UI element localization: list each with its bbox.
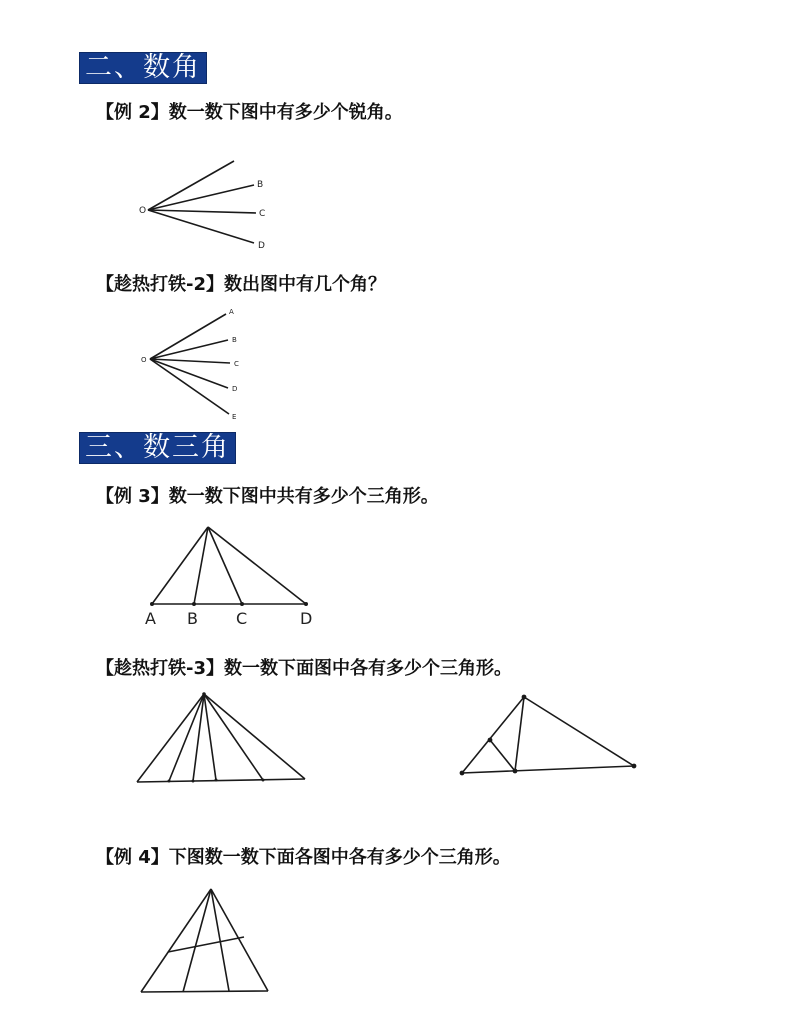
vertex-point [632, 764, 637, 769]
vertex-label-o: O [139, 206, 147, 216]
side-apex-a [152, 527, 208, 604]
example-2-question: 【例 2】数一数下图中有多少个锐角。 [96, 102, 403, 123]
point-label-b: B [232, 336, 237, 344]
vertex-point [522, 695, 527, 700]
point-label-e: E [232, 413, 237, 421]
practice-3-fan-triangle-figure [137, 692, 305, 782]
point-label-c: C [259, 209, 266, 219]
inner-vertical [515, 697, 524, 771]
base-point [262, 779, 265, 782]
example-3-question: 【例 3】数一数下图中共有多少个三角形。 [96, 486, 439, 507]
ray-oa [150, 314, 226, 359]
base-point [192, 780, 195, 783]
point-label-d: D [258, 241, 265, 251]
base-line [462, 766, 634, 773]
example-4-triangle-figure [141, 889, 268, 992]
base-line [137, 779, 305, 782]
ray-oa [148, 161, 234, 210]
point-label-a: A [145, 609, 156, 628]
point-b [192, 602, 196, 606]
ray-oc [148, 210, 256, 213]
side-left [462, 697, 524, 773]
point-label-b: B [187, 609, 198, 628]
ray-ob [150, 340, 228, 359]
point-d [304, 602, 308, 606]
point-label-c: C [236, 609, 248, 628]
inner-line-3 [204, 694, 216, 780]
point-label-b: B [257, 180, 264, 190]
point-label-d: D [232, 385, 238, 393]
point-c [240, 602, 244, 606]
base-point [168, 780, 171, 783]
segment-apex-b [194, 527, 208, 604]
segment-apex-c [208, 527, 242, 604]
point-label-a: A [229, 308, 234, 316]
vertex-label-o: O [141, 356, 147, 364]
example-4-question: 【例 4】下图数一数下面各图中各有多少个三角形。 [96, 847, 511, 868]
practice-2-question: 【趁热打铁-2】数出图中有几个角？ [96, 274, 386, 295]
base-point [215, 779, 218, 782]
section-title: 三、数三角 [85, 432, 230, 463]
side-apex-d [208, 527, 306, 604]
practice-3-split-triangle-figure [460, 695, 637, 776]
inner-cross [490, 740, 515, 771]
apex-point [202, 692, 206, 696]
ray-od [148, 210, 254, 243]
practice-3-question: 【趁热打铁-3】数一数下面图中各有多少个三角形。 [96, 658, 512, 679]
cross-segment [168, 937, 244, 952]
point-a [150, 602, 154, 606]
vertex-point [460, 771, 465, 776]
inner-point [488, 738, 493, 743]
ray-oc [150, 359, 230, 363]
example-3-triangle-figure [145, 527, 312, 628]
base-line [141, 991, 268, 992]
ray-od [150, 359, 228, 388]
ray-oe [150, 359, 229, 414]
example-2-angle-figure [139, 161, 265, 251]
point-label-c: C [234, 360, 239, 368]
cevian-1 [183, 889, 211, 992]
point-label-d: D [300, 609, 313, 628]
side-left [141, 889, 211, 992]
inner-point [513, 769, 518, 774]
ray-ob [148, 185, 254, 210]
section-title: 二、数角 [85, 52, 201, 83]
practice-2-angle-figure [141, 308, 239, 421]
side-right [524, 697, 634, 766]
